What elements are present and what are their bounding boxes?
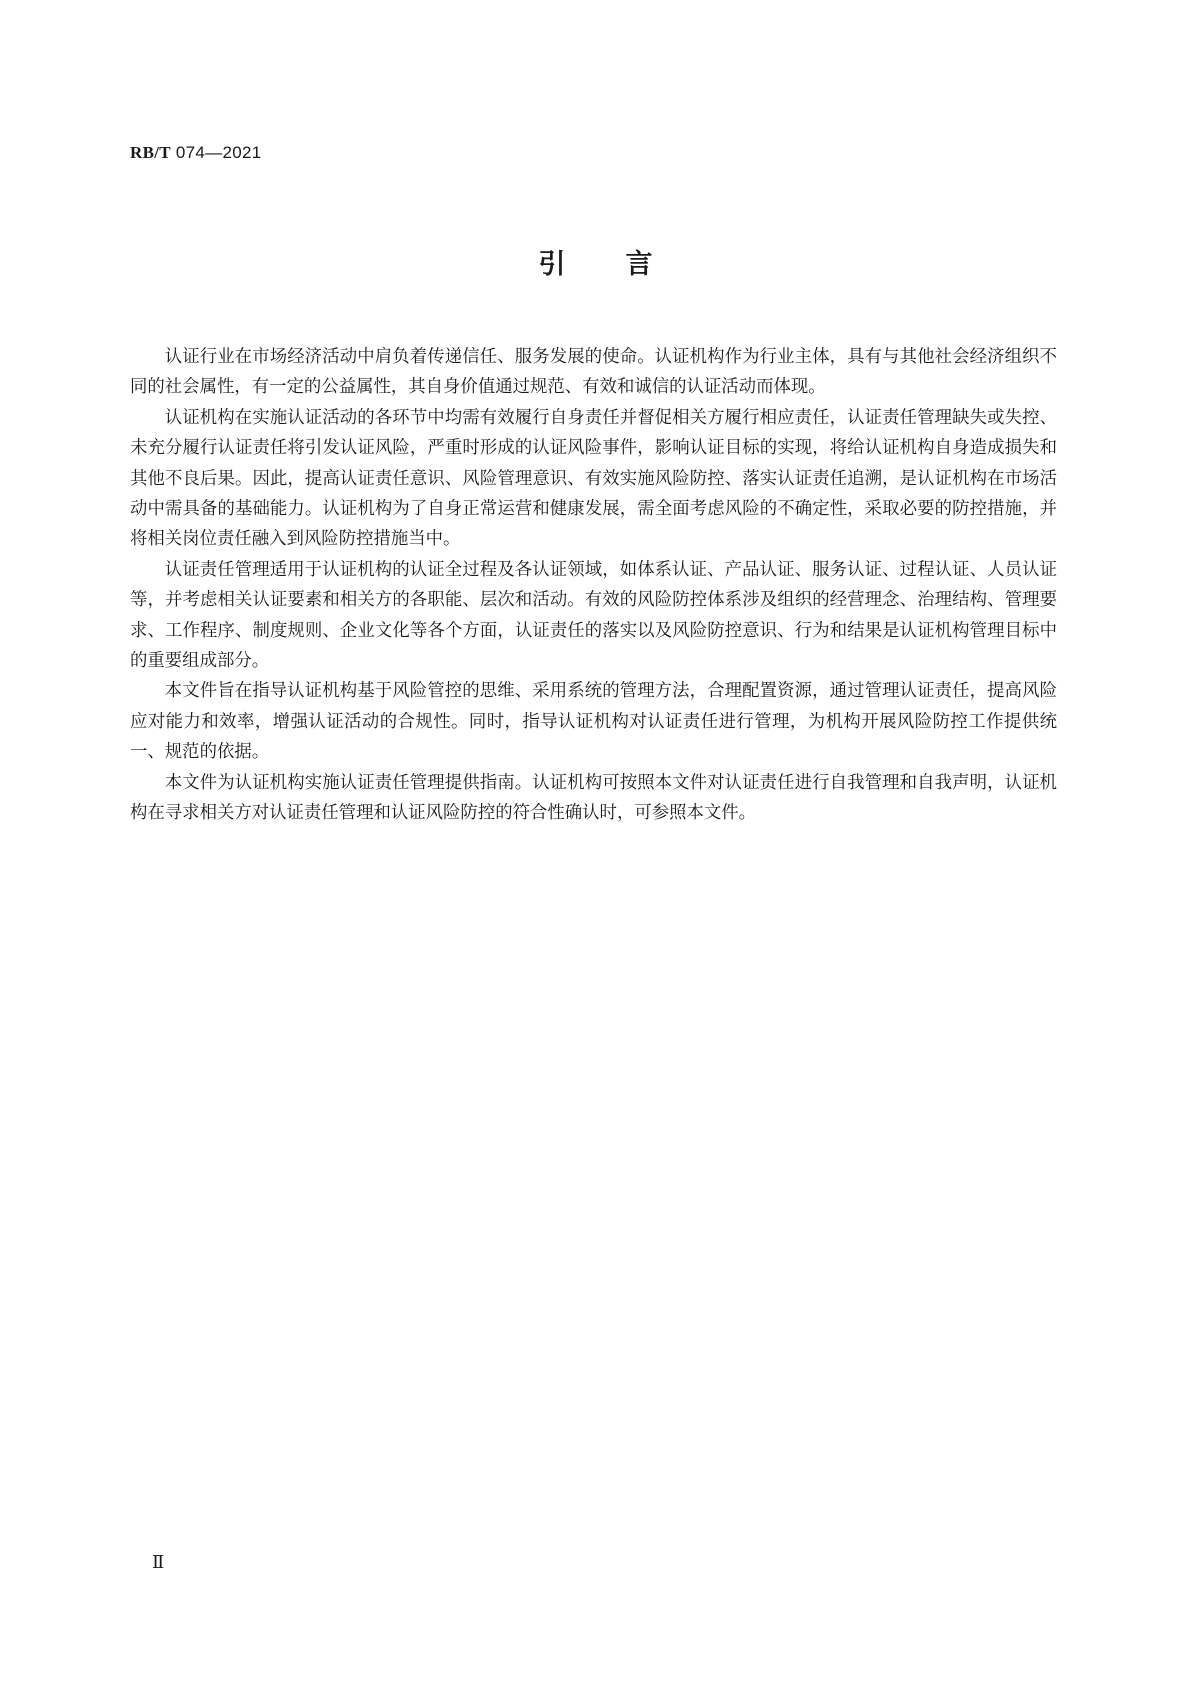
document-identifier [130, 143, 262, 163]
paragraph-4: 本文件旨在指导认证机构基于风险管控的思维、采用系统的管理方法，合理配置资源，通过管理认证责任，提高风险应对能力和效率，增强认证活动的合规性。同时，指导认证机构对认证责任进行管理，为机构开展风险防控工作提供统一、规范的依据。 [130, 681, 1057, 763]
paragraph-3: 认证责任管理适用于认证机构的认证全过程及各认证领域，如体系认证、产品认证、服务认证、过程认证、人员认证等，并考虑相关认证要素和相关方的各职能、层次和活动。有效的风险防控体系涉及组织的经营理念、治理结构、管理要求、工作程序、制度规则、企业文化等各个方面，认证责任的落实以及风险防控意识、行为和结果是认证机构管理目标中的重要组成部分。 [130, 559, 1057, 672]
document-number: 074—2021 [175, 143, 262, 162]
body-text [130, 342, 1057, 829]
paragraph-2: 认证机构在实施认证活动的各环节中均需有效履行自身责任并督促相关方履行相应责任，认证责任管理缺失或失控、未充分履行认证责任将引发认证风险，严重时形成的认证风险事件，影响认证目标的实现，将给认证机构自身造成损失和其他不良后果。因此，提高认证责任意识、风险管理意识、有效实施风险防控、落实认证责任追溯，是认证机构在市场活动中需具备的基础能力。认证机构为了自身正常运营和健康发展，需全面考虑风险的不确定性，采取必要的防控措施，并将相关岗位责任融入到风险防控措施当中。 [130, 407, 1057, 550]
page-number: Ⅱ [152, 1552, 165, 1572]
document-code: RB/T [130, 143, 171, 162]
paragraph-5: 本文件为认证机构实施认证责任管理提供指南。认证机构可按照本文件对认证责任进行自我管理和自我声明，认证机构在寻求相关方对认证责任管理和认证风险防控的符合性确认时，可参照本文件。 [130, 772, 1057, 824]
page-title: 引言 [538, 249, 713, 280]
paragraph-1: 认证行业在市场经济活动中肩负着传递信任、服务发展的使命。认证机构作为行业主体，具有与其他社会经济组织不同的社会属性，有一定的公益属性，其自身价值通过规范、有效和诚信的认证活动而体现。 [130, 347, 1057, 398]
